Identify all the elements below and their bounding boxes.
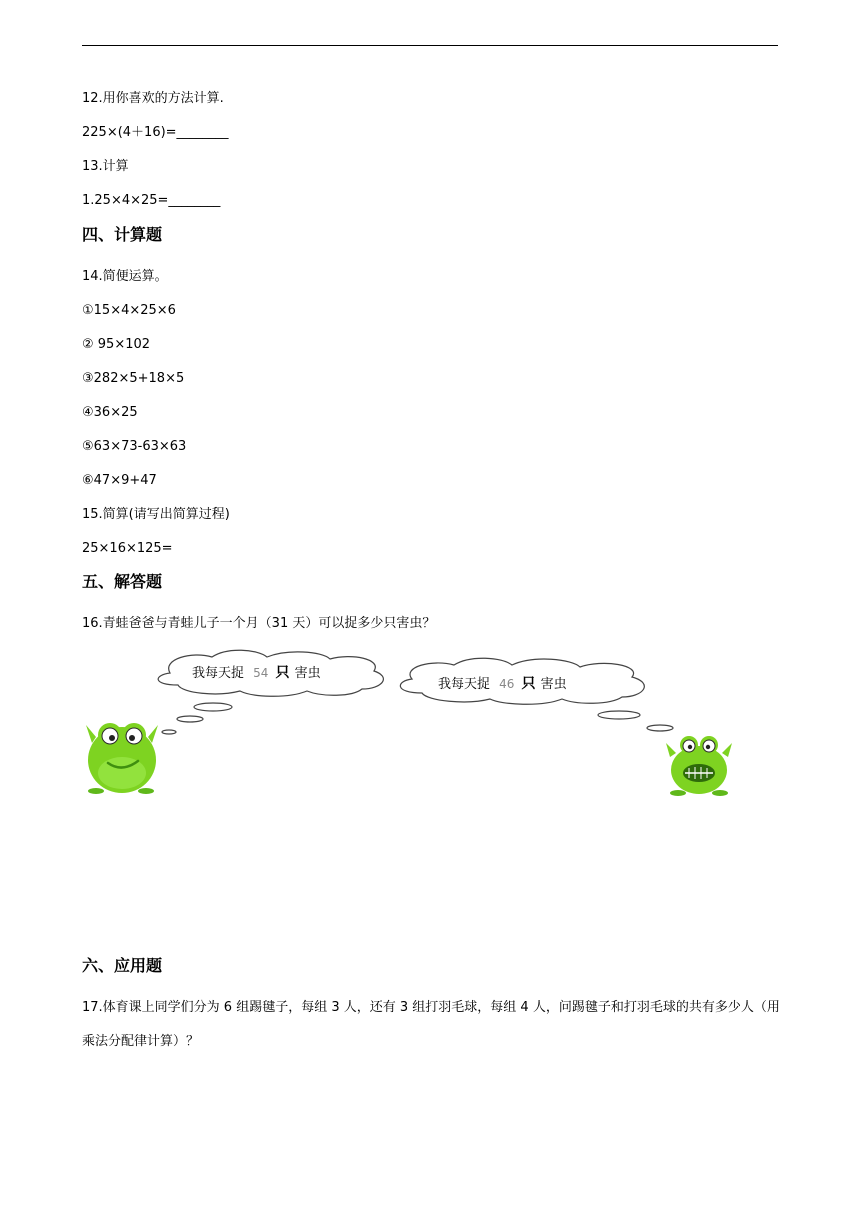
bubble-right-number: 46 bbox=[499, 677, 515, 691]
son-frog bbox=[666, 736, 732, 796]
q15-prompt: 15.简算(请写出简算过程) bbox=[82, 507, 230, 522]
q14-item: ④36×25 bbox=[82, 405, 138, 420]
bubble-right-mid: 只 bbox=[521, 676, 536, 692]
q14-item: ⑥47×9+47 bbox=[82, 473, 157, 488]
q14-prompt: 14.简便运算。 bbox=[82, 269, 168, 284]
bubble-right-prefix: 我每天捉 bbox=[438, 677, 491, 692]
section-4-title: 四、计算题 bbox=[82, 225, 163, 244]
q13-expression: 1.25×4×25=________ bbox=[82, 193, 221, 208]
q12-prompt: 12.用你喜欢的方法计算. bbox=[82, 91, 224, 106]
bubble-left-prefix: 我每天捉 bbox=[192, 666, 245, 681]
bubble-left-suffix: 害虫 bbox=[294, 666, 321, 681]
q15-expression: 25×16×125= bbox=[82, 541, 173, 556]
bubble-left-number: 54 bbox=[253, 666, 269, 680]
section-6-title: 六、应用题 bbox=[82, 956, 163, 975]
q17-text: 17.体育课上同学们分为 6 组踢毽子，每组 3 人，还有 3 组打羽毛球，每组 4 人，问踢毽子和打羽毛球的共有多少人（用乘法分配律计算）？ bbox=[82, 1000, 780, 1049]
q12-expression: 225×(4＋16)=________ bbox=[82, 125, 229, 140]
thought-bubble-left bbox=[158, 650, 383, 734]
q14-item: ⑤63×73-63×63 bbox=[82, 439, 187, 454]
bubble-right-suffix: 害虫 bbox=[540, 677, 567, 692]
thought-bubble-right bbox=[400, 658, 673, 731]
header-rule bbox=[82, 45, 778, 46]
q14-item: ①15×4×25×6 bbox=[82, 303, 176, 318]
father-frog bbox=[86, 723, 158, 794]
q13-prompt: 13.计算 bbox=[82, 159, 129, 174]
frog-illustration bbox=[82, 645, 742, 805]
section-5-title: 五、解答题 bbox=[82, 572, 163, 591]
q16-prompt: 16.青蛙爸爸与青蛙儿子一个月（31 天）可以捉多少只害虫？ bbox=[82, 616, 436, 631]
q14-item: ② 95×102 bbox=[82, 337, 151, 352]
bubble-left-mid: 只 bbox=[275, 665, 290, 681]
q14-item: ③282×5+18×5 bbox=[82, 371, 185, 386]
